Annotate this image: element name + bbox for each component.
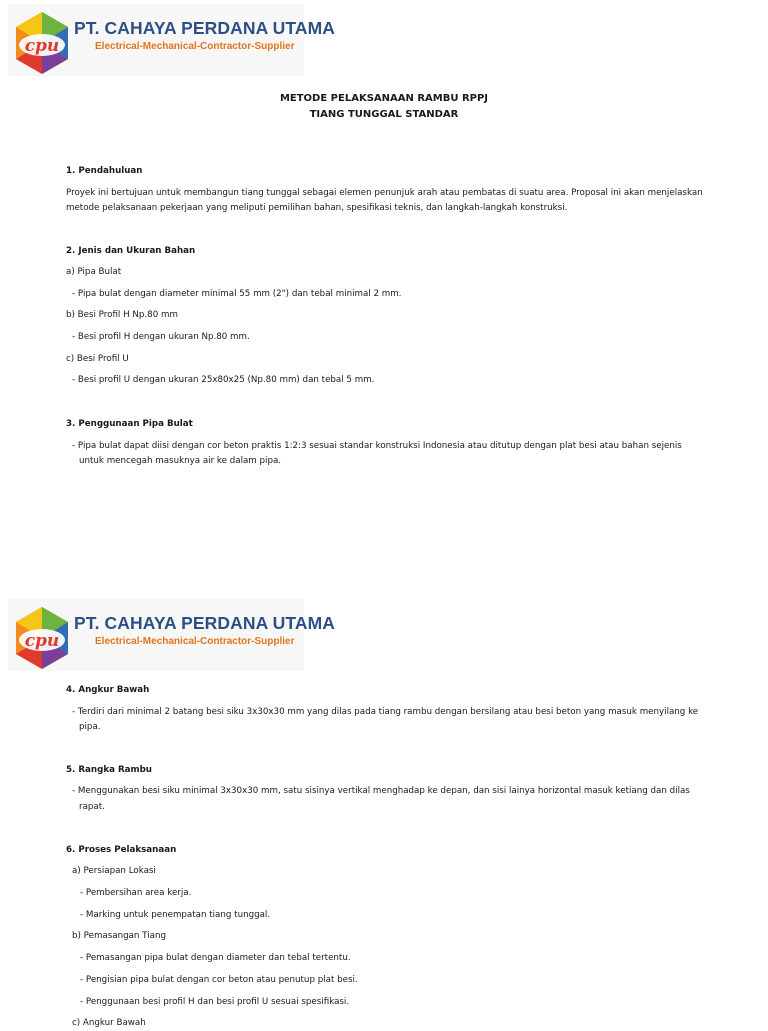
document-title-line-2: TIANG TUNGGAL STANDAR [309, 109, 459, 120]
section-heading-5: 5. Rangka Rambu [66, 765, 152, 775]
section-heading-1: 1. Pendahuluan [66, 166, 143, 176]
company-name: PT. CAHAYA PERDANA UTAMA [74, 18, 336, 38]
list-item: - Menggunakan besi siku minimal 3x30x30 mm, satu sisinya vertikal menghadap ke depan, dan sisi lainya horizontal masuk ketiang dan dilas [72, 786, 690, 796]
list-item: - Pemasangan pipa bulat dengan diameter dan tebal tertentu. [80, 953, 351, 963]
list-item: - Pembersihan area kerja. [80, 888, 192, 898]
company-logo [12, 607, 72, 669]
section-heading-4: 4. Angkur Bawah [66, 685, 150, 695]
list-item: - Penggunaan besi profil H dan besi profil U sesuai spesifikasi. [80, 997, 350, 1007]
paragraph-line: Proyek ini bertujuan untuk membangun tiang tunggal sebagai elemen penunjuk arah atau pembatas di suatu area. Proposal ini akan menjelaskan [66, 188, 703, 198]
list-item: - Pipa bulat dapat diisi dengan cor beton praktis 1:2:3 sesuai standar konstruksi Indonesia atau ditutup dengan plat besi atau bahan sejenis [72, 441, 682, 451]
letterhead [8, 599, 336, 671]
list-item: - Terdiri dari minimal 2 batang besi siku 3x30x30 mm yang dilas pada tiang rambu dengan bersilang atau besi beton yang masuk menyilang ke [72, 707, 699, 717]
page-separator [0, 560, 768, 595]
list-label: a) Persiapan Lokasi [72, 866, 156, 876]
list-item-continuation: untuk mencegah masuknya air ke dalam pipa. [79, 456, 282, 466]
document-title-line-1: METODE PELAKSANAAN RAMBU RPPJ [279, 93, 489, 104]
section-heading-3: 3. Penggunaan Pipa Bulat [66, 419, 193, 429]
list-item: - Pipa bulat dengan diameter minimal 55 mm (2") dan tebal minimal 2 mm. [72, 289, 402, 299]
logo-text: cpu [24, 631, 60, 651]
list-label: b) Besi Profil H Np.80 mm [66, 310, 178, 320]
list-label: b) Pemasangan Tiang [72, 931, 166, 941]
company-tagline: Electrical-Mechanical-Contractor-Supplier [95, 41, 295, 52]
section-heading-2: 2. Jenis dan Ukuran Bahan [66, 246, 196, 256]
list-item: - Besi profil H dengan ukuran Np.80 mm. [72, 332, 250, 342]
list-label: c) Besi Profil U [66, 354, 129, 364]
list-label: c) Angkur Bawah [72, 1018, 146, 1028]
letterhead [8, 4, 336, 76]
list-item: - Marking untuk penempatan tiang tunggal. [80, 910, 271, 920]
list-item: - Pengisian pipa bulat dengan cor beton atau penutup plat besi. [80, 975, 358, 985]
list-item-continuation: pipa. [79, 722, 101, 732]
logo-text: cpu [24, 36, 60, 56]
list-item: - Besi profil U dengan ukuran 25x80x25 (Np.80 mm) dan tebal 5 mm. [72, 375, 375, 385]
company-logo [12, 12, 72, 74]
section-heading-6: 6. Proses Pelaksanaan [66, 845, 177, 855]
list-item-continuation: rapat. [79, 802, 105, 812]
paragraph-line: metode pelaksanaan pekerjaan yang meliputi pemilihan bahan, spesifikasi teknis, dan langkah-langkah konstruksi. [66, 203, 568, 213]
document-page-2 [0, 595, 768, 1028]
company-name: PT. CAHAYA PERDANA UTAMA [74, 613, 336, 633]
list-label: a) Pipa Bulat [66, 267, 122, 277]
company-tagline: Electrical-Mechanical-Contractor-Supplier [95, 636, 295, 647]
